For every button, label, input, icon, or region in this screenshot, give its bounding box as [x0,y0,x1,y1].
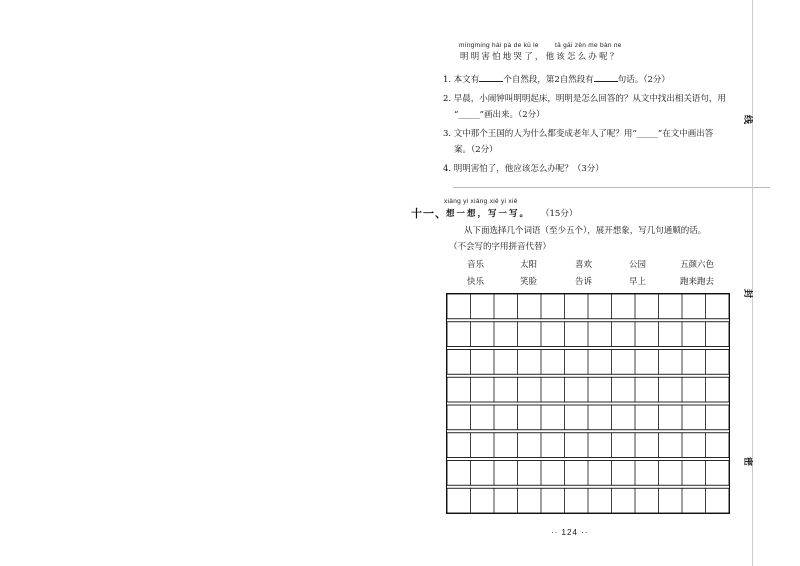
page-number: ·· 124 ·· [551,528,589,537]
section-title: 想一想，写一写。 [446,209,531,219]
section-note: （不会写的字用拼音代替） [449,242,552,252]
question-1 [443,73,670,85]
word-item: 告诉 [575,277,593,287]
question-1-part-b: 个自然段，第2自然段有 [503,75,594,85]
answer-blank[interactable] [594,73,618,82]
question-4: 4. 明明害怕了，他应该怎么办呢？（3分） [443,164,604,174]
word-item: 早上 [629,277,647,287]
section-number: 十一、 [411,207,447,220]
question-3-line-2: 案。（2分） [454,145,498,155]
question-2-line-2: “_____”画出来。（2分） [454,110,545,120]
question-3-line-1: 3. 文中那个王国的人为什么都变成老年人了呢？用“_____”在文中画出答 [443,129,714,139]
answer-blank[interactable] [479,73,503,82]
word-item: 喜欢 [575,260,593,270]
section-instruction: 从下面选择几个词语（至少五个），展开想象，写几句通顺的话。 [464,226,707,236]
sentence-pinyin-1: míngming hài pà de kū le [459,42,539,49]
question-1-part-c: 句话。（2分） [617,75,670,85]
binding-label: 封 [742,288,753,299]
section-title-pinyin: xiǎng yi xiǎng xiě yi xiě [444,198,518,205]
word-item: 太阳 [520,260,538,270]
question-1-part-a: 1. 本文有 [443,75,480,85]
section-score: （15分） [541,209,578,219]
word-item: 五颜六色 [680,260,715,270]
sentence-text: 明明害怕地哭了，他该怎么办呢？ [460,52,621,62]
word-item: 快乐 [467,277,485,287]
binding-label: 线 [742,114,753,125]
word-item: 跑来跑去 [680,277,715,287]
word-item: 音乐 [467,260,485,270]
section-divider [453,187,770,188]
binding-label: 密 [742,456,753,467]
word-item: 笑脸 [520,277,538,287]
writing-grid-lines [447,294,729,513]
sentence-pinyin-2: tā gāi zěn me bàn ne [555,42,622,49]
binding-line [752,0,753,566]
word-item: 公园 [629,260,647,270]
question-2-line-1: 2. 早晨，小闹钟叫明明起床，明明是怎么回答的？从文中找出相关语句，用 [443,94,726,104]
writing-grid[interactable] [446,293,730,514]
